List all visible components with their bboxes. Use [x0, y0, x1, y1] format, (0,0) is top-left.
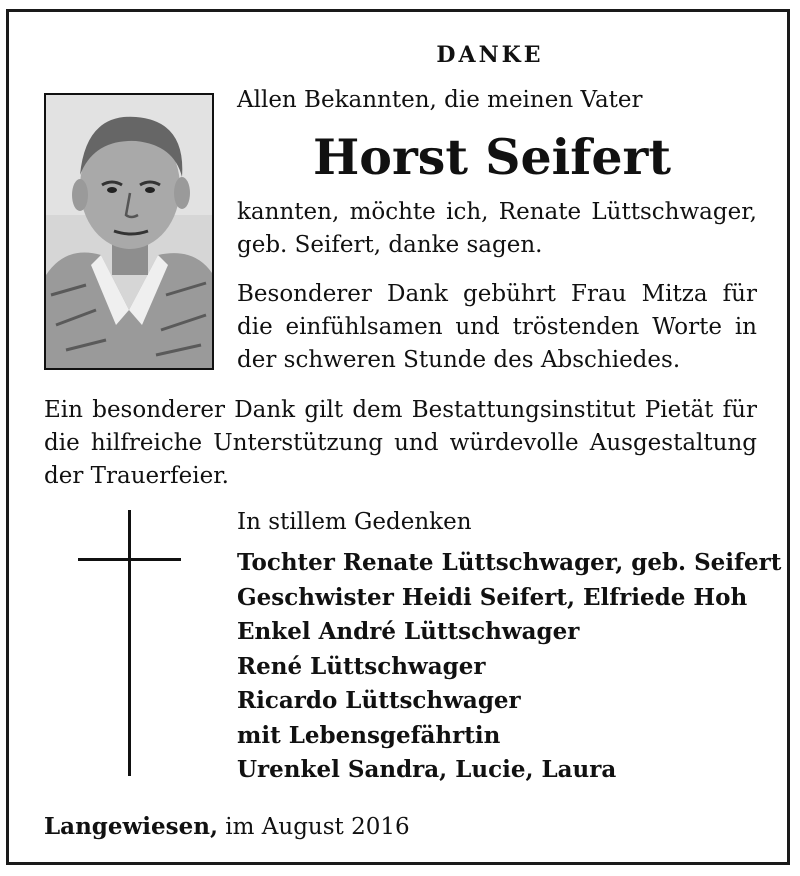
- mourner-entry: Urenkel Sandra, Lucie, Laura: [237, 756, 617, 783]
- intro-line: Allen Bekannten, die meinen Vater: [237, 87, 643, 113]
- cross-symbol: [128, 510, 131, 776]
- notice-date: im August 2016: [218, 814, 410, 840]
- mourner-entry: René Lüttschwager: [237, 652, 486, 680]
- mourner-entry: Tochter Renate Lüttschwager, geb. Seifert: [237, 549, 782, 576]
- thanks-paragraph: kannten, möchte ich, Renate Lüttschwager, geb. Seifert, danke sagen.: [237, 199, 757, 258]
- mourner-entry: Geschwister Heidi Seifert, Elfriede Hoh: [237, 583, 748, 611]
- notice-heading: DANKE: [436, 42, 544, 68]
- special-thanks-paragraph: Besonderer Dank gebührt Frau Mitza für die einfühlsamen und tröstenden Worte in der schweren Stunde des Abschiedes.: [237, 281, 757, 373]
- portrait-photo: [44, 93, 214, 370]
- cross-symbol-bar: [78, 558, 181, 561]
- memory-line: In stillem Gedenken: [237, 509, 472, 535]
- mourner-entry: Ricardo Lüttschwager: [237, 687, 521, 714]
- place-name: Langewiesen,: [44, 813, 218, 840]
- funeral-home-thanks-paragraph: Ein besonderer Dank gilt dem Bestattungsinstitut Pietät für die hilfreiche Unterstützung und würdevolle Ausgestaltung der Trauerfeier.: [44, 397, 757, 489]
- mourner-entry: Enkel André Lüttschwager: [237, 618, 580, 645]
- place-date-line: [44, 810, 410, 844]
- mourners-list: [237, 546, 781, 788]
- mourner-entry: mit Lebensgefährtin: [237, 721, 501, 749]
- deceased-name: Horst Seifert: [313, 128, 671, 186]
